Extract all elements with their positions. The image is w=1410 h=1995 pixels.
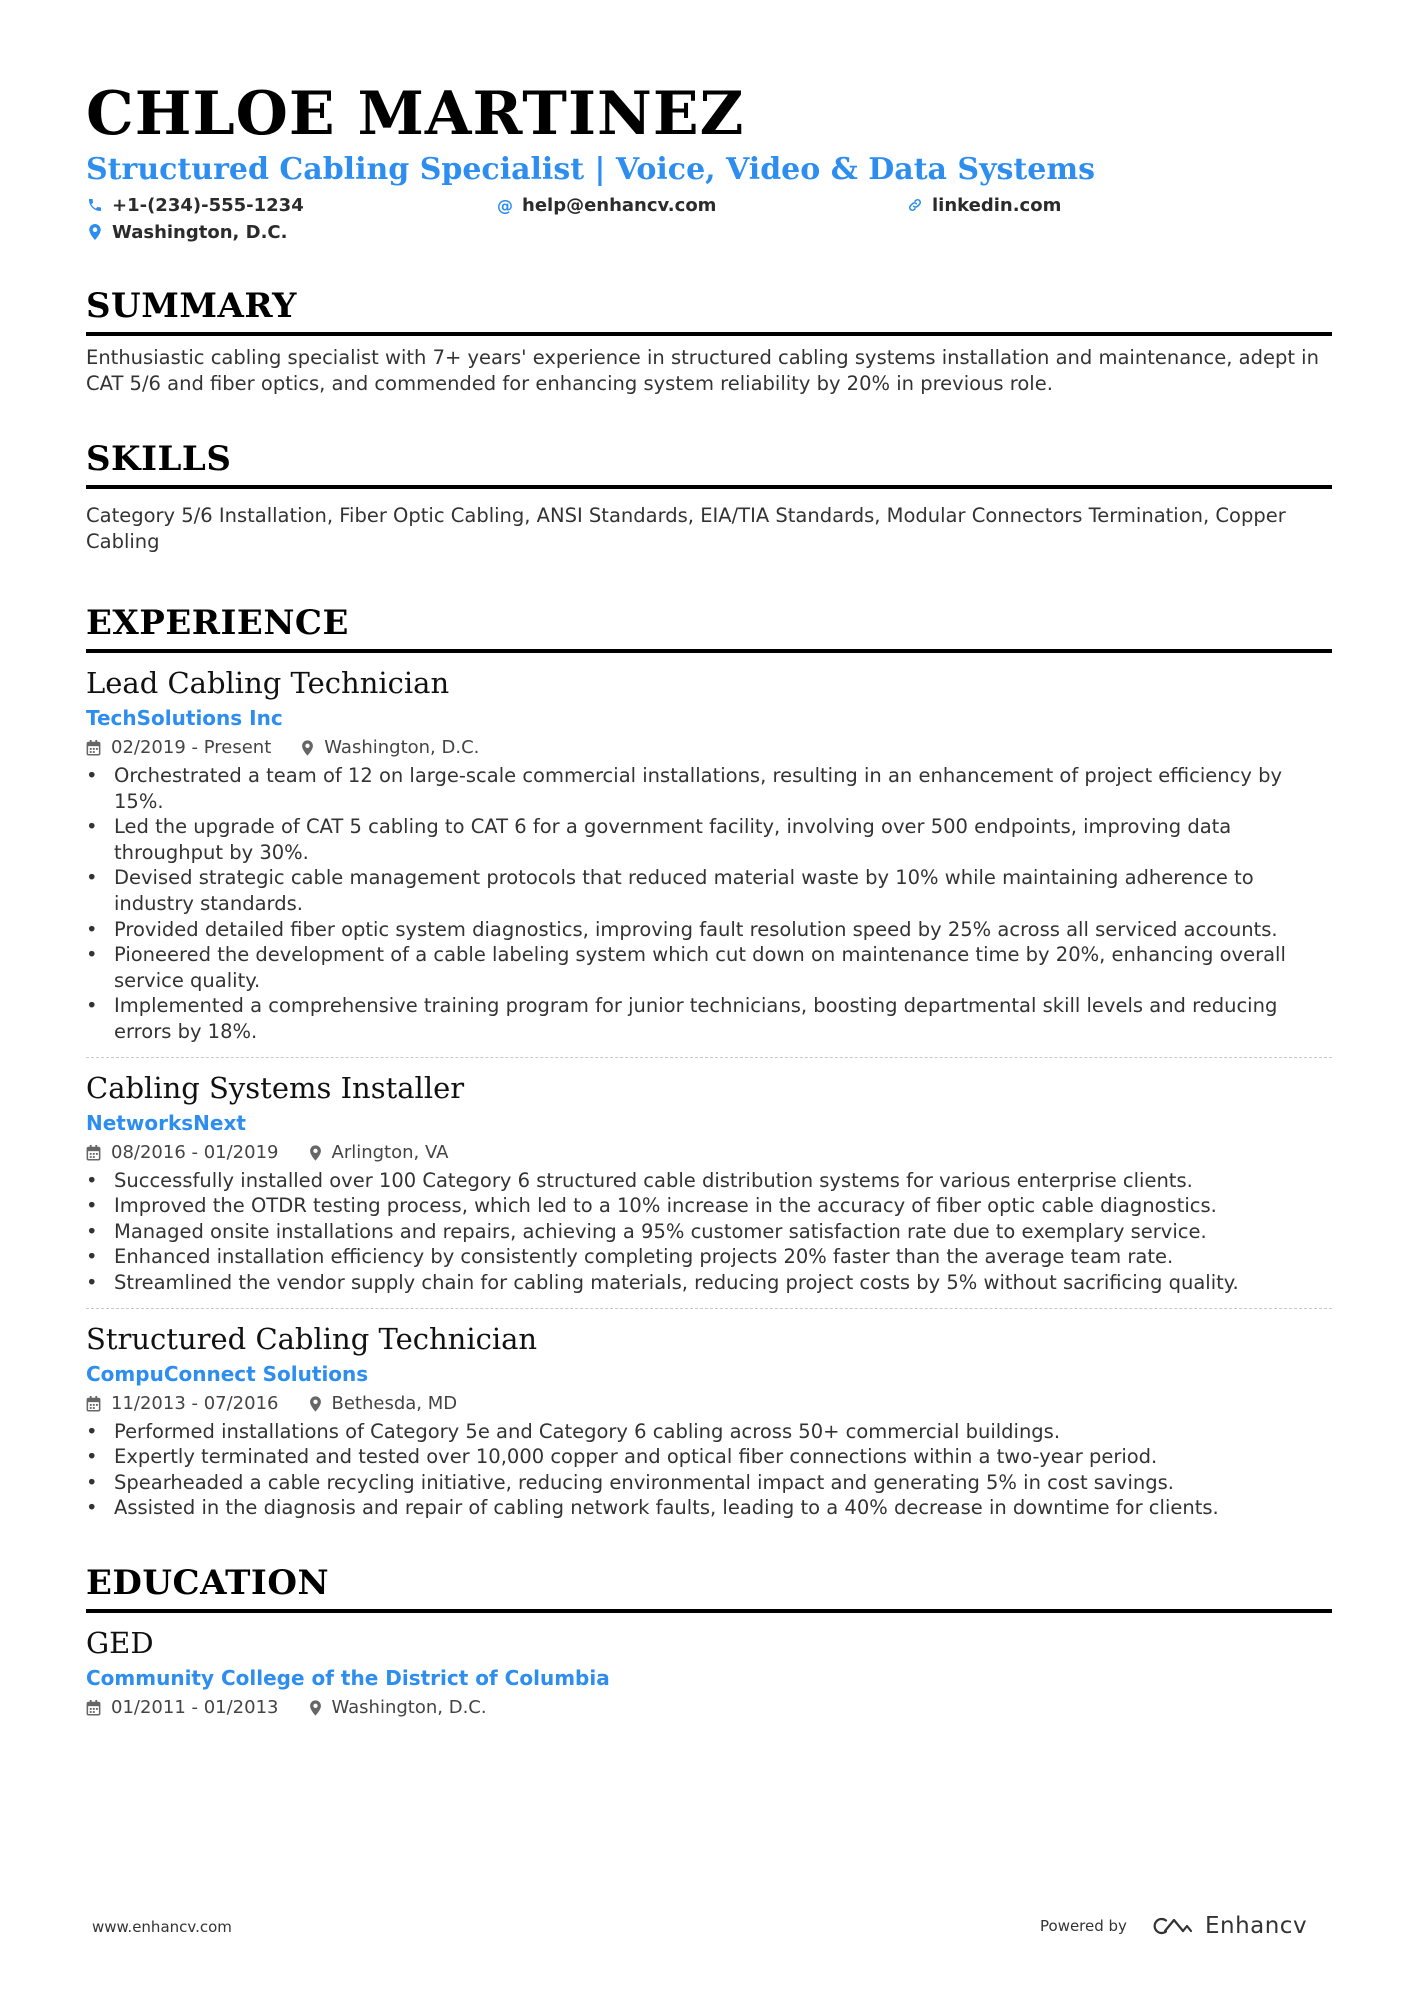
resume-page	[86, 78, 1332, 1723]
job-bullets	[86, 763, 1332, 1045]
list-item: • Successfully installed over 100 Category 6 structured cable distribution systems for various enterprise clients.	[86, 1168, 1332, 1194]
list-item: • Assisted in the diagnosis and repair of cabling network faults, leading to a 40% decrease in downtime for clients.	[86, 1495, 1332, 1521]
contact-phone	[86, 192, 304, 218]
contact-location	[86, 219, 287, 245]
experience-entry	[86, 1068, 1332, 1309]
entry-divider	[86, 1308, 1332, 1309]
experience-heading: EXPERIENCE	[86, 603, 349, 643]
powered-by-text: Powered by	[1040, 1917, 1127, 1935]
email-text[interactable]: help@enhancv.com	[522, 194, 717, 216]
summary-section	[86, 284, 1332, 397]
job-title: Structured Cabling Technician	[86, 1321, 538, 1356]
footer-website[interactable]: www.enhancv.com	[92, 1918, 232, 1936]
list-item: • Expertly terminated and tested over 10,000 copper and optical fiber connections within a two-year period.	[86, 1444, 1332, 1470]
experience-section	[86, 601, 1332, 1521]
list-item: • Improved the OTDR testing process, which led to a 10% increase in the accuracy of fiber optic cable diagnostics.	[86, 1193, 1332, 1219]
job-title: Cabling Systems Installer	[86, 1070, 465, 1105]
job-meta	[86, 1389, 1332, 1419]
list-item: • Orchestrated a team of 12 on large-scale commercial installations, resulting in an enhancement of project efficiency by 15%.	[86, 763, 1332, 814]
job-bullets	[86, 1419, 1332, 1521]
job-bullets	[86, 1168, 1332, 1296]
job-location: Bethesda, MD	[331, 1392, 458, 1414]
degree: GED	[86, 1625, 154, 1660]
enhancv-logo-icon	[1151, 1915, 1195, 1937]
footer-branding	[1040, 1906, 1307, 1946]
experience-entry	[86, 1319, 1332, 1521]
list-item: • Managed onsite installations and repairs, achieving a 95% customer satisfaction rate due to exemplary service.	[86, 1219, 1332, 1245]
calendar-icon	[86, 1396, 101, 1412]
job-dates: 08/2016 - 01/2019	[111, 1141, 279, 1163]
phone-icon	[86, 196, 104, 214]
location-pin-icon	[309, 1700, 322, 1716]
calendar-icon	[86, 740, 101, 756]
experience-entry	[86, 663, 1332, 1058]
skills-heading: SKILLS	[86, 439, 232, 479]
job-location: Washington, D.C.	[324, 737, 480, 758]
list-item: • Performed installations of Category 5e and Category 6 cabling across 50+ commercial buildings.	[86, 1419, 1332, 1445]
list-item: • Enhanced installation efficiency by consistently completing projects 20% faster than the average team rate.	[86, 1244, 1332, 1270]
list-item: • Pioneered the development of a cable labeling system which cut down on maintenance time by 20%, enhancing overall service quality.	[86, 942, 1332, 993]
candidate-title: Structured Cabling Specialist | Voice, Video & Data Systems	[86, 152, 1095, 187]
phone-text: +1-(234)-555-1234	[112, 194, 304, 216]
skills-text: Category 5/6 Installation, Fiber Optic Cabling, ANSI Standards, EIA/TIA Standards, Modular Connectors Termination, Copper Cabling	[86, 504, 1286, 553]
contact-email[interactable]	[496, 192, 716, 218]
company-name: TechSolutions Inc	[86, 706, 283, 730]
job-dates: 02/2019 - Present	[111, 737, 272, 758]
location-pin-icon	[309, 1396, 322, 1412]
contact-linkedin[interactable]	[906, 192, 1061, 218]
list-item: • Provided detailed fiber optic system diagnostics, improving fault resolution speed by 25% across all serviced accounts.	[86, 917, 1332, 943]
education-location: Washington, D.C.	[331, 1696, 487, 1718]
location-pin-icon	[309, 1145, 322, 1161]
job-meta	[86, 733, 1332, 763]
education-heading: EDUCATION	[86, 1562, 330, 1603]
list-item: • Spearheaded a cable recycling initiative, reducing environmental impact and generating 5% in cost savings.	[86, 1470, 1332, 1496]
list-item: • Streamlined the vendor supply chain for cabling materials, reducing project costs by 5% without sacrificing quality.	[86, 1270, 1332, 1296]
linkedin-text[interactable]: linkedin.com	[932, 194, 1062, 216]
at-icon: @	[497, 195, 513, 215]
list-item: • Devised strategic cable management protocols that reduced material waste by 10% while maintaining adherence to industry standards.	[86, 865, 1332, 916]
education-dates: 01/2011 - 01/2013	[111, 1696, 279, 1718]
education-section	[86, 1561, 1332, 1723]
location-text: Washington, D.C.	[112, 221, 288, 243]
summary-text: Enthusiastic cabling specialist with 7+ years' experience in structured cabling systems installation and maintenance, adept in CAT 5/6 and fiber optics, and commended for enhancing system reliability by 20% in previous role.	[86, 346, 1319, 395]
list-item: • Led the upgrade of CAT 5 cabling to CAT 6 for a government facility, involving over 500 endpoints, improving data throughput by 30%.	[86, 814, 1332, 865]
company-name: CompuConnect Solutions	[86, 1361, 369, 1386]
summary-heading: SUMMARY	[86, 286, 297, 326]
candidate-name: CHLOE MARTINEZ	[86, 79, 745, 149]
link-icon	[906, 196, 924, 214]
job-location: Arlington, VA	[331, 1141, 449, 1163]
contact-info	[86, 192, 1332, 248]
skills-section	[86, 437, 1332, 555]
section-divider	[86, 1609, 1332, 1613]
education-entry	[86, 1623, 1332, 1723]
section-divider	[86, 332, 1332, 336]
location-pin-icon	[301, 740, 314, 756]
job-meta	[86, 1138, 1332, 1168]
brand-name: Enhancv	[1204, 1913, 1308, 1939]
calendar-icon	[86, 1145, 101, 1161]
school-name: Community College of the District of Columbia	[86, 1665, 610, 1690]
job-dates: 11/2013 - 07/2016	[111, 1392, 279, 1414]
section-divider	[86, 485, 1332, 489]
location-pin-icon	[86, 223, 104, 241]
section-divider	[86, 649, 1332, 653]
education-meta	[86, 1693, 1332, 1723]
company-name: NetworksNext	[86, 1110, 246, 1135]
job-title: Lead Cabling Technician	[86, 666, 450, 700]
list-item: • Implemented a comprehensive training program for junior technicians, boosting departmental skill levels and reducing errors by 18%.	[86, 993, 1332, 1044]
calendar-icon	[86, 1700, 101, 1716]
entry-divider	[86, 1057, 1332, 1058]
